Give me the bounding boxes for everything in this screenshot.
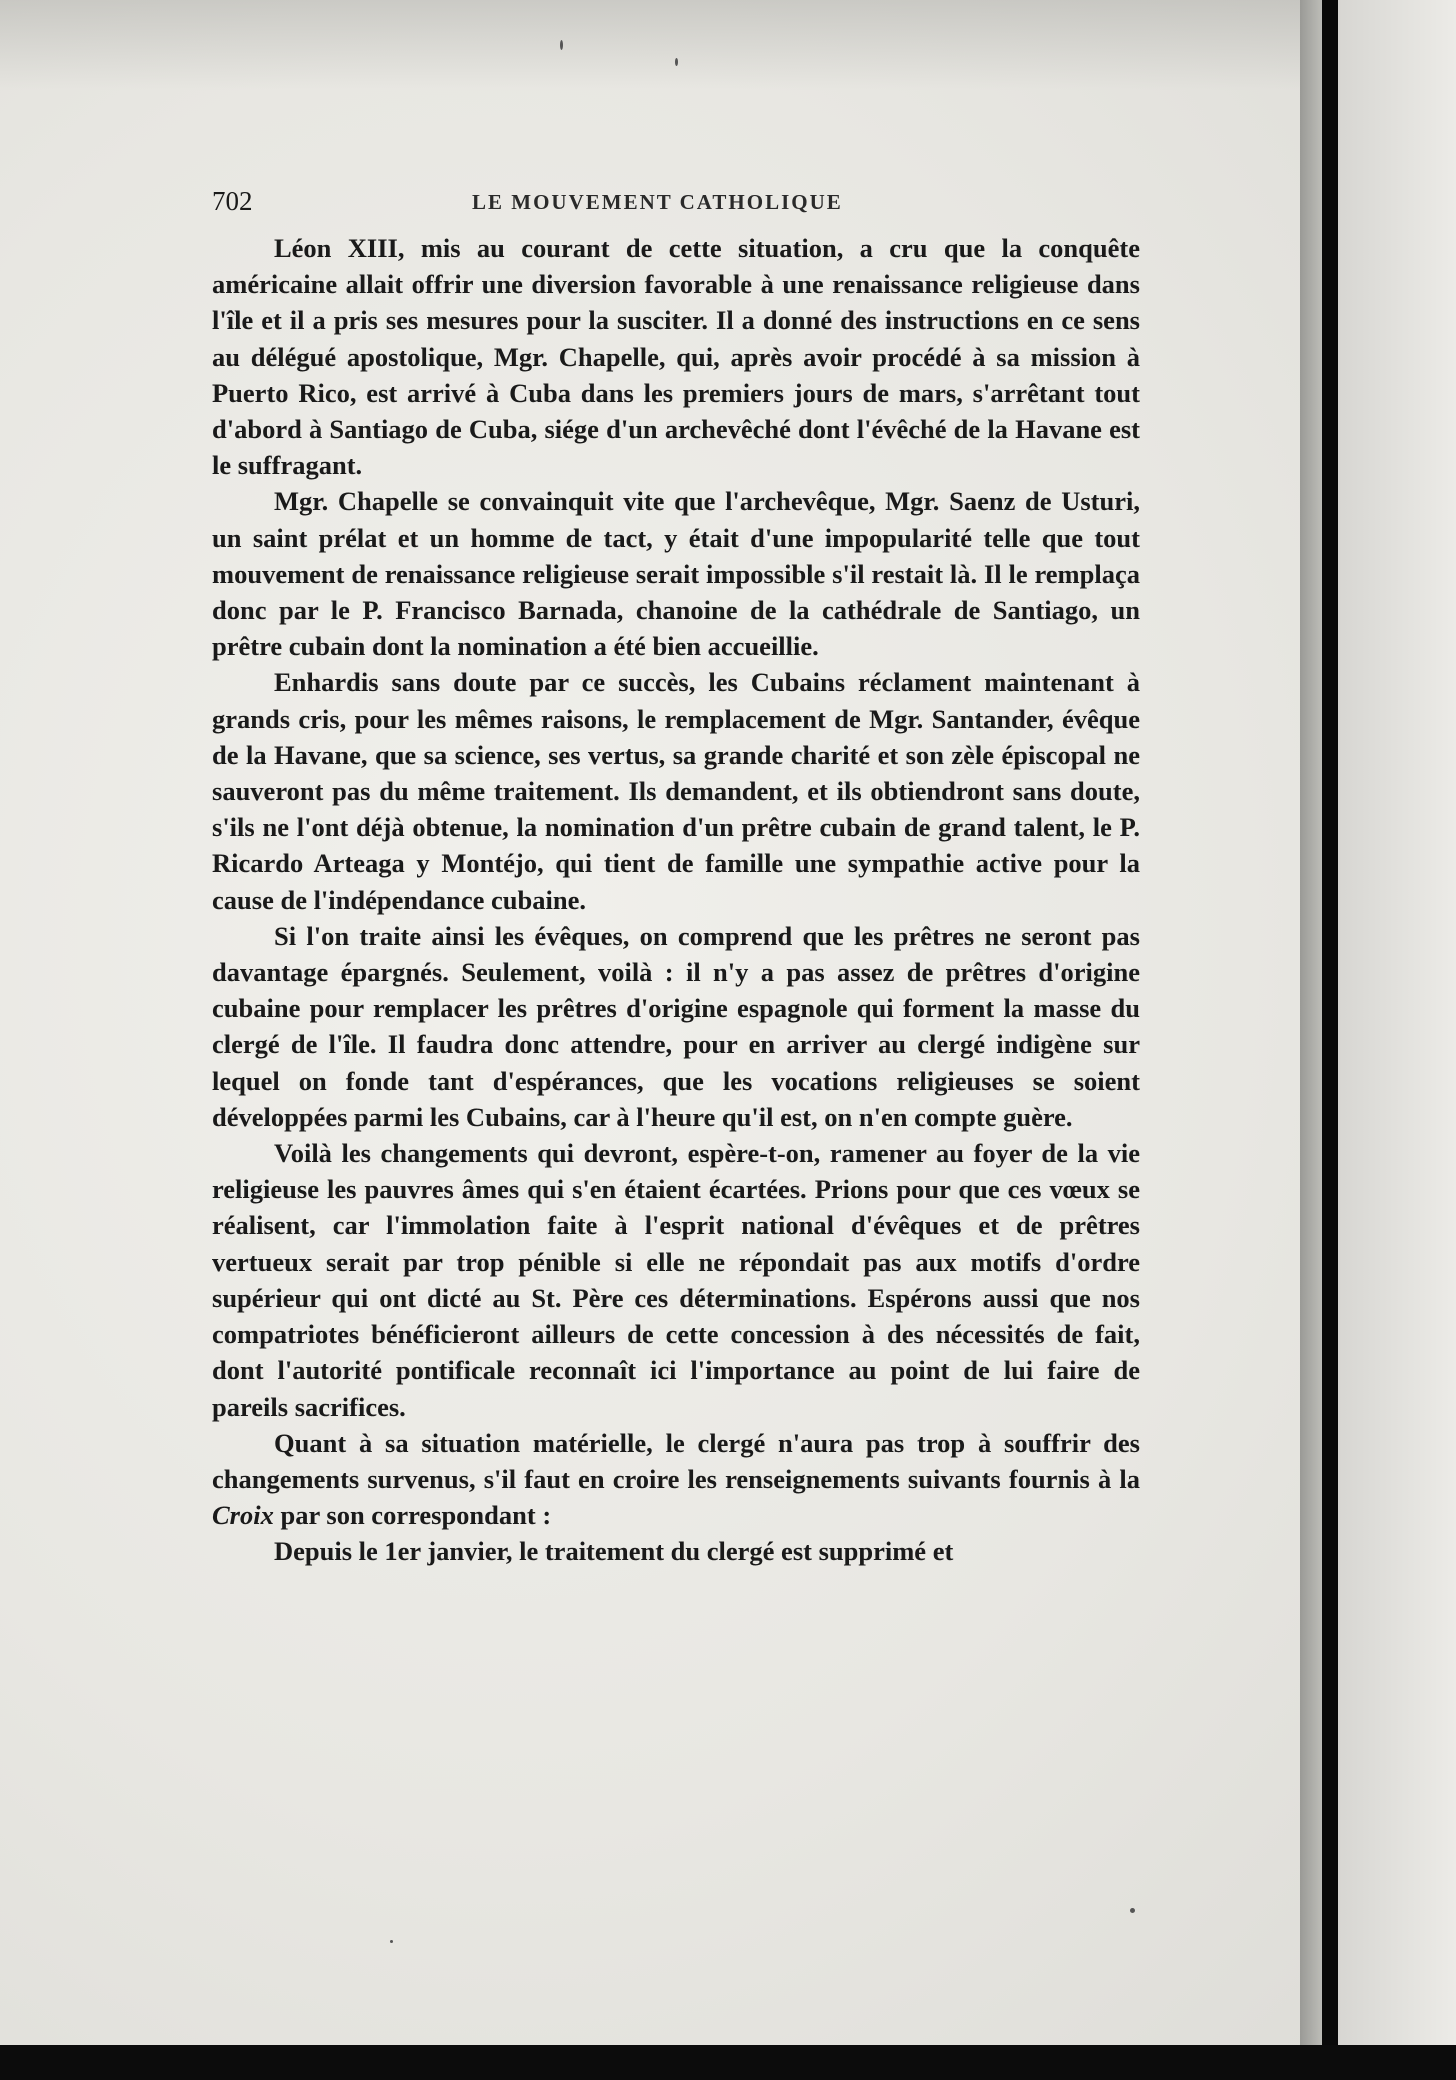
dust-speck [560, 40, 563, 50]
top-shadow [0, 0, 1456, 90]
book-page [212, 186, 1140, 1570]
italic-title: Croix [212, 1500, 274, 1531]
book-spine [1322, 0, 1338, 2080]
running-title: LE MOUVEMENT CATHOLIQUE [472, 190, 843, 214]
dust-speck [1130, 1908, 1135, 1913]
body-text [212, 230, 1140, 1570]
dust-speck [675, 58, 678, 66]
paragraph: Depuis le 1er janvier, le traitement du clergé est supprimé et [274, 1536, 954, 1567]
page-header [212, 186, 1140, 226]
paragraph: Léon XIII, mis au courant de cette situation, a cru que la conquête américaine allait offrir une diversion favorable à une renaissance religieuse dans l'île et il a pris ses mesures pour la susciter. Il a donné des instructions en ce sens au délégué apostolique, Mgr. Chapelle, qui, après avoir procédé à sa mission à Puerto Rico, est arrivé à Cuba dans les premiers jours de mars, s'arrêtant tout d'abord à Santiago de Cuba, siége d'un archevêché dont l'évêché de la Havane est le suffragant. [212, 233, 1140, 481]
facing-page-edge [1338, 0, 1456, 2080]
paragraph: Si l'on traite ainsi les évêques, on comprend que les prêtres ne seront pas davantage épargnés. Seulement, voilà : il n'y a pas assez de prêtres d'origine cubaine pour remplacer les prêtres d'origine espagnole qui forment la masse du clergé de l'île. Il faudra donc attendre, pour en arriver au clergé indigène sur lequel on fonde tant d'espérances, que les vocations religieuses se soient développées parmi les Cubains, car à l'heure qu'il est, on n'en compte guère. [212, 920, 1140, 1132]
page-gutter [1300, 0, 1322, 2080]
paragraph-with-italic [212, 1425, 1140, 1534]
scan-border [0, 2045, 1456, 2080]
paragraph-text: par son correspondant : [273, 1500, 552, 1531]
paragraph-text: Quant à sa situation matérielle, le clergé n'aura pas trop à souffrir des changements survenus, s'il faut en croire les renseignements suivants fournis à la [212, 1427, 1140, 1494]
dust-speck [390, 1940, 393, 1943]
page-number: 702 [212, 186, 253, 216]
paragraph: Enhardis sans doute par ce succès, les Cubains réclament maintenant à grands cris, pour les mêmes raisons, le remplacement de Mgr. Santander, évêque de la Havane, que sa science, ses vertus, sa grande charité et son zèle épiscopal ne sauveront pas du même traitement. Ils demandent, et ils obtiendront sans doute, s'ils ne l'ont déjà obtenue, la nomination d'un prêtre cubain de grand talent, le P. Ricardo Arteaga y Montéjo, qui tient de famille une sympathie active pour la cause de l'indépendance cubaine. [212, 667, 1140, 915]
paragraph: Mgr. Chapelle se convainquit vite que l'archevêque, Mgr. Saenz de Usturi, un saint prélat et un homme de tact, y était d'une impopularité telle que tout mouvement de renaissance religieuse serait impossible s'il restait là. Il le remplaça donc par le P. Francisco Barnada, chanoine de la cathédrale de Santiago, un prêtre cubain dont la nomination a été bien accueillie. [212, 486, 1140, 662]
paragraph: Voilà les changements qui devront, espère-t-on, ramener au foyer de la vie religieuse les pauvres âmes qui s'en étaient écartées. Prions pour que ces vœux se réalisent, car l'immolation faite à l'esprit national d'évêques et de prêtres vertueux serait par trop pénible si elle ne répondait pas aux motifs d'ordre supérieur qui ont dicté au St. Père ces déterminations. Espérons aussi que nos compatriotes bénéficieront ailleurs de cette concession à des nécessités de fait, dont l'autorité pontificale reconnaît ici l'importance au point de lui faire de pareils sacrifices. [212, 1138, 1140, 1422]
